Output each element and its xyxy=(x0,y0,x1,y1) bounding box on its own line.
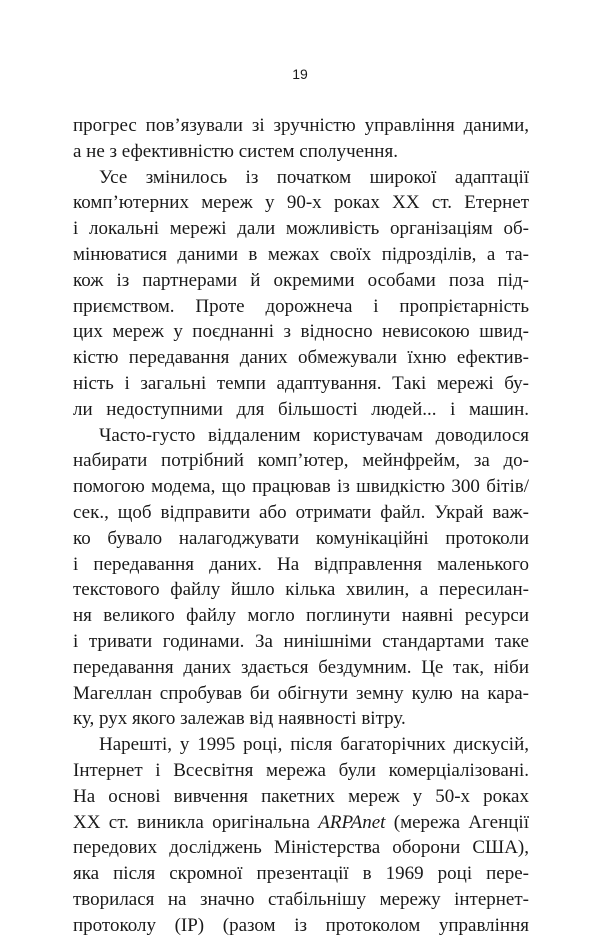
text-line: творилася на значно стабільнішу мережу інтернет- xyxy=(73,888,529,910)
text-line: сек., щоб відправити або отримати файл. Украй важ- xyxy=(73,501,529,523)
text-line: ко бувало налагоджувати комунікаційні протоколи xyxy=(73,527,529,549)
text-line: Магеллан спробував би обігнути земну кулю на кара- xyxy=(73,682,529,704)
text-line: передавання даних здається бездумним. Це так, ніби xyxy=(73,656,529,678)
text-line: На основі вивчення пакетних мереж у 50-х роках xyxy=(73,785,529,807)
text-line: комп’ютерних мереж у 90-х роках XX ст. Етернет xyxy=(73,192,529,214)
text-line: прогрес пов’язували зі зручністю управління даними, xyxy=(73,115,529,136)
text-line: цих мереж у поєднанні з відносно невисокою швид- xyxy=(73,321,529,343)
text-line: Нарешті, у 1995 році, після багаторічних дискусій, xyxy=(99,734,529,756)
text-line: а не з ефективністю систем сполучення. xyxy=(73,140,398,162)
text-line: ку, рух якого залежав від наявності вітру. xyxy=(73,708,406,730)
text-line: мінюватися даними в межах своїх підрозділів, а та- xyxy=(73,243,529,265)
page-number: 19 xyxy=(292,66,308,82)
text-line: і тривати годинами. За нинішніми стандартами таке xyxy=(73,630,529,652)
text-segment: (мережа Агенції xyxy=(385,811,529,833)
text-line: кож із партнерами й окремими особами поза під- xyxy=(73,269,529,291)
text-line: яка після скромної презентації в 1969 році пере- xyxy=(73,863,529,885)
body-text xyxy=(73,113,529,939)
text-line: протоколу (IP) (разом із протоколом управління xyxy=(73,914,529,936)
text-line: ність і загальні темпи адаптування. Такі мережі бу- xyxy=(73,372,529,394)
text-line: набирати потрібний комп’ютер, мейнфрейм, за до- xyxy=(73,450,529,472)
text-line: Часто-густо віддаленим користувачам доводилося xyxy=(99,424,529,446)
text-line: і передавання даних. На відправлення маленького xyxy=(73,553,529,575)
text-line: приємством. Проте дорожнеча і пропрієтарність xyxy=(73,295,529,317)
text-line: передових досліджень Міністерства оборони США), xyxy=(73,837,529,859)
text-line: кістю передавання даних обмежували їхню ефектив- xyxy=(73,347,529,369)
text-line: помогою модема, що працював із швидкістю 300 бітів/ xyxy=(73,476,529,498)
text-line: Усе змінилось із початком широкої адаптації xyxy=(99,166,529,188)
text-line: ли недоступними для більшості людей... і машин. xyxy=(73,398,529,420)
text-segment: XX ст. виникла оригінальна xyxy=(73,811,319,833)
text-line: і локальні мережі дали можливість організаціям об- xyxy=(73,218,529,240)
text-line: текстового файлу йшло кілька хвилин, а пересилан- xyxy=(73,579,529,601)
text-line: ня великого файлу могло поглинути наявні ресурси xyxy=(73,605,529,627)
text-line: Інтернет і Всесвітня мережа були комерціалізовані. xyxy=(73,759,529,781)
italic-term-arpanet: ARPAnet xyxy=(318,811,386,833)
text-line-with-italic xyxy=(73,810,529,836)
